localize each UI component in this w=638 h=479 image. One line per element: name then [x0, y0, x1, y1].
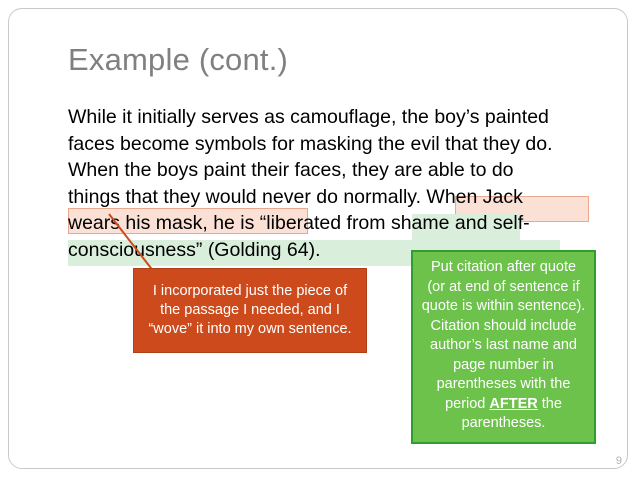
callout-green-text-2: the parentheses.: [461, 395, 562, 431]
page-title: Example (cont.): [68, 42, 289, 77]
callout-orange: [133, 268, 367, 353]
callout-green: [411, 250, 596, 444]
callout-green-text-1: Put citation after quote (or at end of sentence if quote is within sentence). Citation should include author’s last name and page number in parentheses with the period: [421, 259, 586, 412]
callout-orange-text: I incorporated just the piece of the passage I needed, and I “wove” it into my own sentence.: [148, 283, 352, 337]
body-paragraph: While it initially serves as camouflage, the boy’s painted faces become symbols for masking the evil that they do. When the boys paint their faces, they are able to do things that they would never do normally. When Jack wears his mask, he is “liberated from shame and self-consciousness” (Golding 64).: [68, 106, 553, 261]
callout-green-emphasis: AFTER: [489, 395, 538, 412]
page-number: 9: [615, 455, 622, 467]
